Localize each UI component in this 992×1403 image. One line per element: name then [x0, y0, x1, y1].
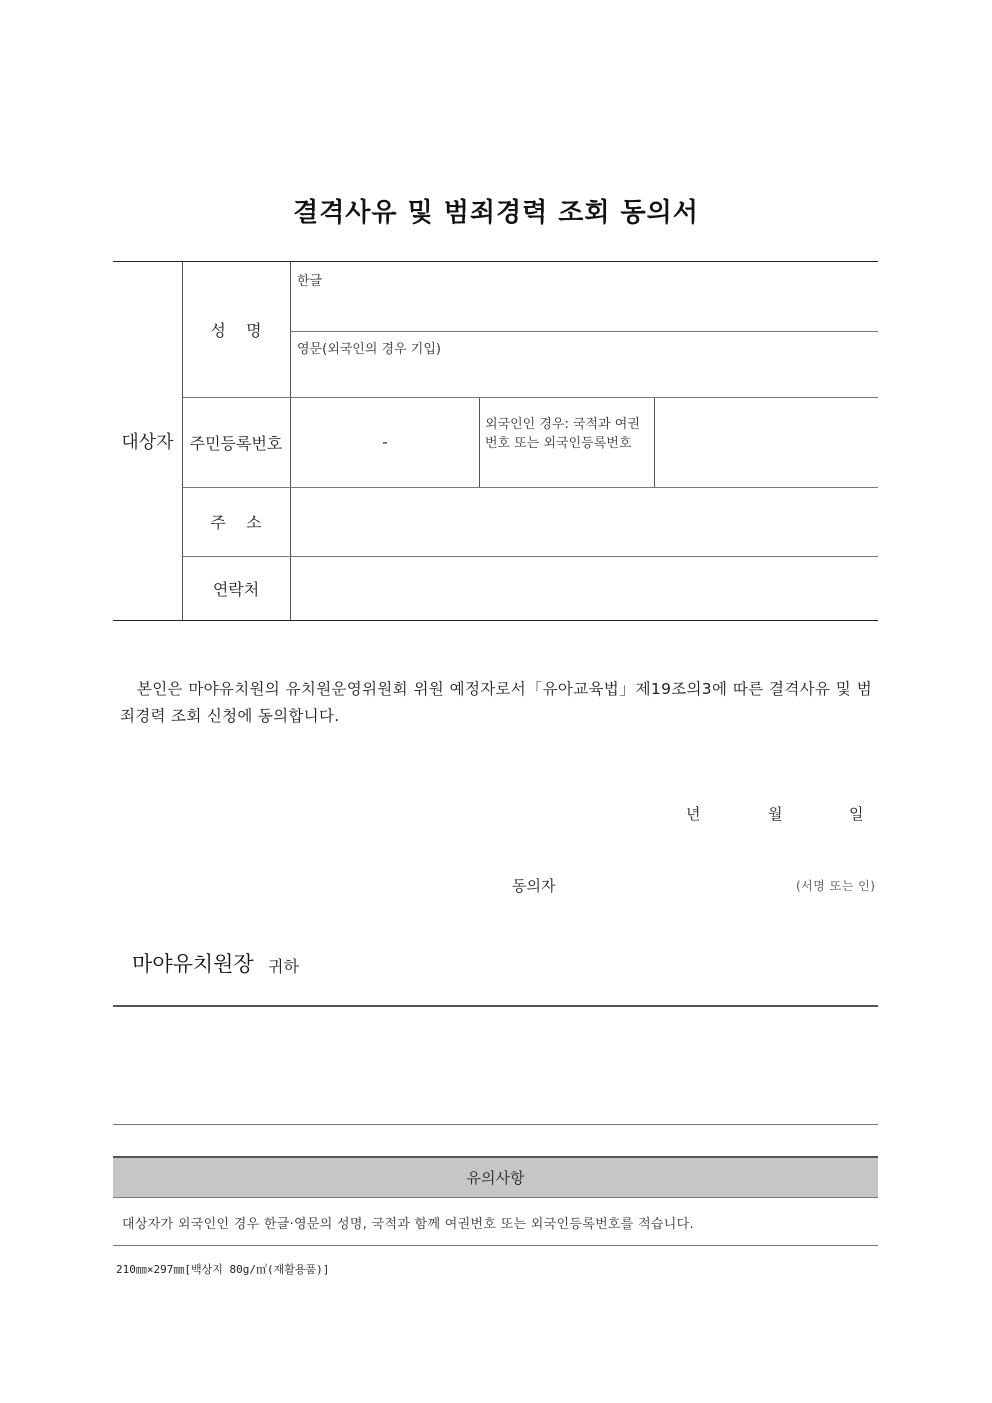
consent-statement-text: 본인은 마야유치원의 유치원운영위원회 위원 예정자로서「유아교육법」제19조의3에 따른 결격사유 및 범죄경력 조회 신청에 동의합니다.: [120, 680, 872, 725]
address-label: 주 소: [210, 513, 262, 532]
rrn-label: 주민등록번호: [189, 433, 283, 453]
date-day-label: 일: [849, 805, 864, 823]
name-korean-field[interactable]: [291, 284, 877, 330]
name-english-field[interactable]: [291, 354, 877, 396]
contact-field[interactable]: [291, 557, 877, 619]
notice-text: 대상자가 외국인인 경우 한글·영문의 성명, 국적과 함께 여권번호 또는 외국인등록번호를 적습니다.: [122, 1217, 694, 1232]
subject-label: 대상자: [121, 432, 174, 453]
section-divider-thin: [113, 1124, 878, 1125]
section-divider: [113, 1005, 878, 1007]
addressee-name: 마야유치원장: [132, 952, 254, 976]
document-title: 결격사유 및 범죄경력 조회 동의서: [293, 198, 699, 228]
date-year-label: 년: [686, 805, 701, 823]
paper-spec: 210㎜×297㎜[백상지 80g/㎡(재활용품)]: [116, 1263, 330, 1276]
notice-divider: [113, 1245, 878, 1246]
consent-statement: [120, 676, 872, 730]
signature-note: (서명 또는 인): [796, 879, 876, 893]
notice-heading: 유의사항: [113, 1156, 878, 1198]
consenter-label: 동의자: [512, 877, 556, 895]
contact-label: 연락처: [212, 579, 260, 599]
rrn-field[interactable]: -: [382, 433, 388, 451]
foreigner-id-label: 외국인인 경우: 국적과 여권번호 또는 외국인등록번호: [485, 417, 640, 451]
address-field[interactable]: [291, 488, 877, 555]
name-english-label: 영문(외국인의 경우 기입): [297, 342, 441, 357]
name-korean-label: 한글: [297, 274, 323, 289]
name-label: 성 명: [210, 321, 262, 340]
applicant-info-table: [113, 261, 878, 621]
foreigner-id-field[interactable]: [655, 398, 877, 486]
date-month-label: 월: [768, 805, 783, 823]
addressee-suffix: 귀하: [268, 957, 299, 976]
